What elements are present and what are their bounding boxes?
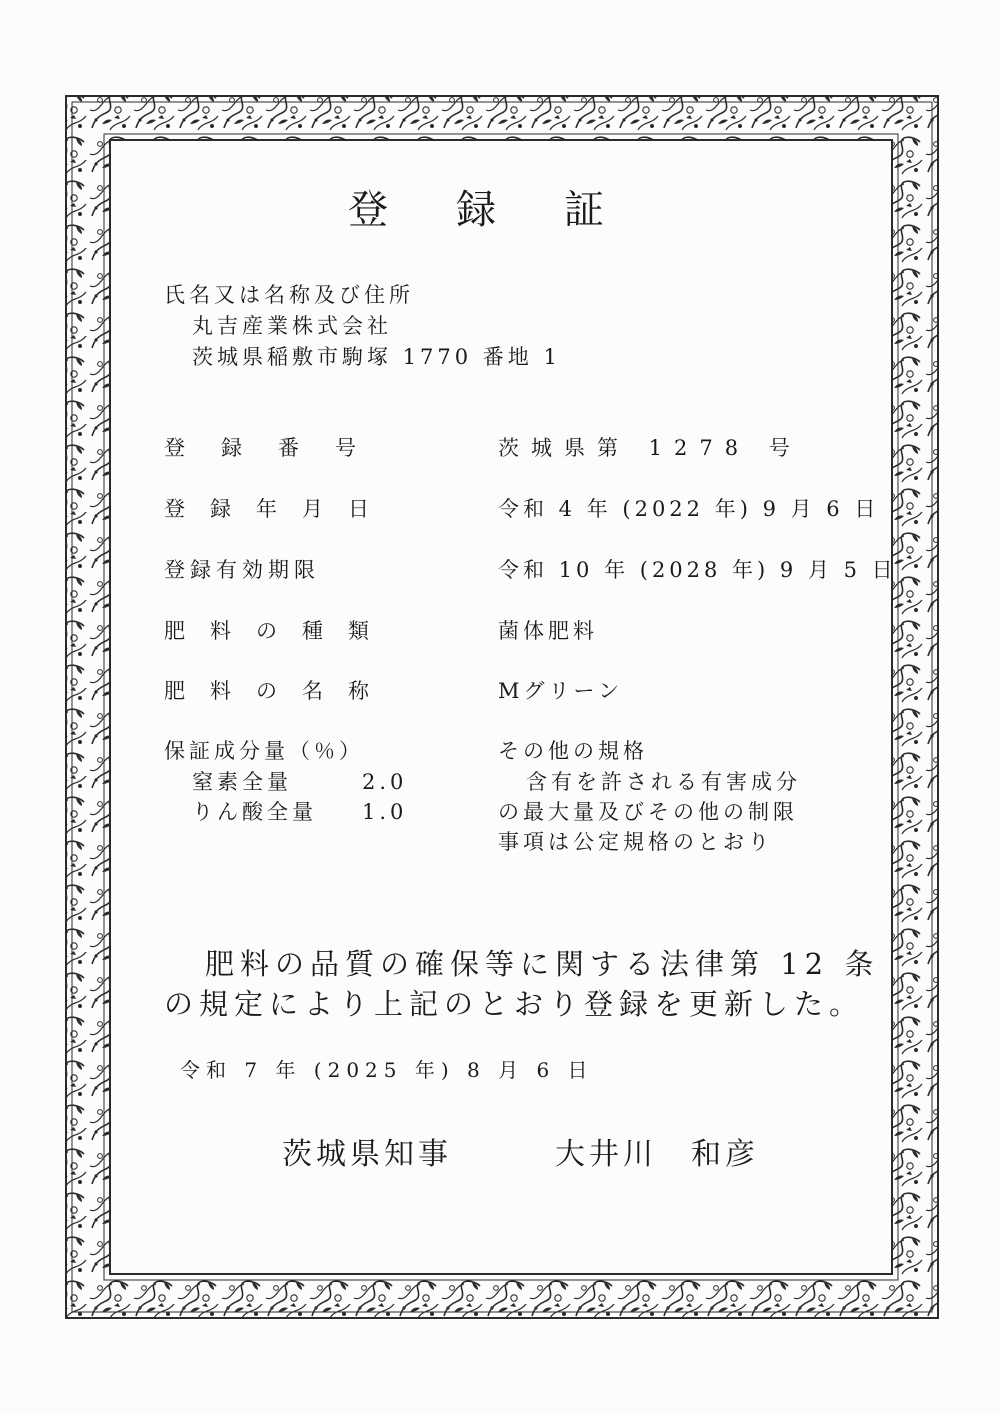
component-value: 1.0: [362, 800, 408, 824]
registration-number-label: 登録番号: [164, 436, 392, 460]
other-specs-heading: その他の規格: [498, 739, 648, 763]
issuer-title: 茨城県知事: [282, 1137, 452, 1172]
component-name: 窒素全量: [192, 770, 292, 794]
registration-number-value: 茨城県第 1278 号: [498, 436, 802, 460]
expiration-date-label: 登録有効期限: [164, 558, 320, 582]
fertilizer-name-value: Mグリーン: [498, 679, 624, 703]
company-name: 丸吉産業株式会社: [192, 314, 392, 338]
fertilizer-type-label: 肥料の種類: [164, 619, 394, 643]
other-specs-line: 事項は公定規格のとおり: [498, 830, 773, 854]
other-specs-line: 含有を許される有害成分: [526, 770, 801, 794]
certificate-title: 登録証: [348, 187, 672, 233]
applicant-heading: 氏名又は名称及び住所: [164, 283, 414, 307]
issuer-name: 大井川 和彦: [555, 1137, 759, 1172]
expiration-date-value: 令和 10 年 (2028 年) 9 月 5 日: [498, 558, 897, 582]
law-statement-line: 肥料の品質の確保等に関する法律第 12 条: [205, 947, 880, 981]
component-name: りん酸全量: [192, 800, 317, 824]
guaranteed-components-heading: 保証成分量（％）: [164, 739, 364, 763]
company-address: 茨城県稲敷市駒塚 1770 番地 1: [192, 345, 561, 369]
fertilizer-type-value: 菌体肥料: [498, 619, 598, 643]
issue-date: 令和 7 年 (2025 年) 8 月 6 日: [180, 1058, 594, 1082]
fertilizer-name-label: 肥料の名称: [164, 679, 394, 703]
other-specs-line: の最大量及びその他の制限: [498, 800, 798, 824]
registration-date-label: 登録年月日: [164, 497, 394, 521]
component-value: 2.0: [362, 770, 408, 794]
registration-date-value: 令和 4 年 (2022 年) 9 月 6 日: [498, 497, 880, 521]
law-statement-line: の規定により上記のとおり登録を更新した。: [164, 987, 865, 1021]
